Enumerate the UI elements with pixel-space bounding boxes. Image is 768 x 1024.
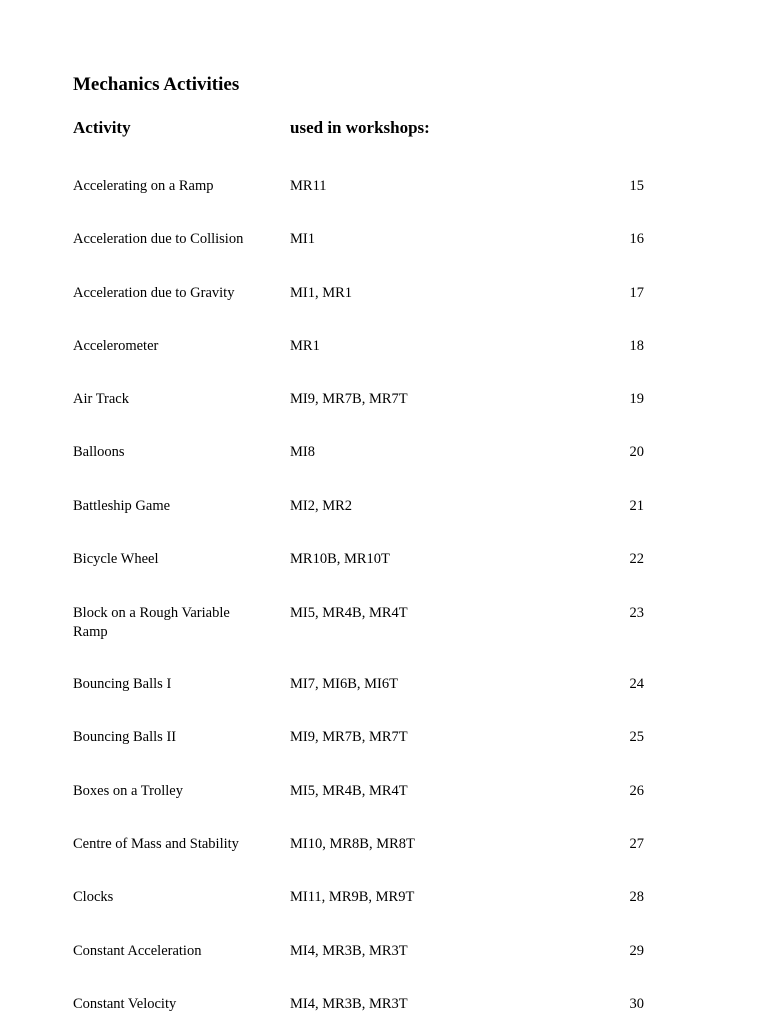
page-title: Mechanics Activities <box>73 74 240 95</box>
workshop-codes: MI9, MR7B, MR7T <box>290 391 408 407</box>
workshop-codes: MI10, MR8B, MR8T <box>290 836 415 852</box>
page-number: 27 <box>629 836 644 852</box>
page-number: 28 <box>629 889 644 905</box>
workshop-codes: MI5, MR4B, MR4T <box>290 783 408 799</box>
page-number: 25 <box>629 729 644 745</box>
activity-name: Accelerating on a Ramp <box>73 178 214 194</box>
workshop-codes: MI11, MR9B, MR9T <box>290 889 415 905</box>
workshop-codes: MI9, MR7B, MR7T <box>290 729 408 745</box>
page-number: 19 <box>629 391 644 407</box>
page-number: 23 <box>629 605 644 621</box>
workshop-codes: MI1, MR1 <box>290 285 353 301</box>
page-number: 18 <box>629 338 644 354</box>
workshop-codes: MI1 <box>290 231 315 247</box>
page-number: 15 <box>629 178 644 194</box>
activity-name: Bicycle Wheel <box>73 551 159 567</box>
activity-name: Air Track <box>73 391 129 407</box>
column-header-workshops: used in workshops: <box>290 118 430 137</box>
workshop-codes: MR1 <box>290 338 320 354</box>
activity-name: Bouncing Balls I <box>73 676 172 692</box>
workshop-codes: MR11 <box>290 178 327 194</box>
workshop-codes: MI5, MR4B, MR4T <box>290 605 408 621</box>
workshop-codes: MI7, MI6B, MI6T <box>290 676 398 692</box>
activity-name: Boxes on a Trolley <box>73 783 183 799</box>
activity-name: Centre of Mass and Stability <box>73 836 239 852</box>
activity-name: Constant Velocity <box>73 996 177 1012</box>
page-number: 17 <box>629 285 644 301</box>
page-number: 30 <box>629 996 644 1012</box>
column-header-activity: Activity <box>73 118 131 137</box>
workshop-codes: MI4, MR3B, MR3T <box>290 996 408 1012</box>
workshop-codes: MI2, MR2 <box>290 498 353 514</box>
workshop-codes: MR10B, MR10T <box>290 551 390 567</box>
activity-name: Bouncing Balls II <box>73 729 177 745</box>
activity-name: Battleship Game <box>73 498 171 514</box>
activity-name: Constant Acceleration <box>73 943 202 959</box>
activity-name: Block on a Rough Variable Ramp <box>73 605 230 640</box>
workshop-codes: MI4, MR3B, MR3T <box>290 943 408 959</box>
page-number: 20 <box>629 444 644 460</box>
page-number: 22 <box>629 551 644 567</box>
page-number: 21 <box>629 498 644 514</box>
page-number: 16 <box>629 231 644 247</box>
activity-name: Accelerometer <box>73 338 159 354</box>
page-number: 29 <box>629 943 644 959</box>
activity-name: Acceleration due to Gravity <box>73 285 235 301</box>
activity-name: Clocks <box>73 889 114 905</box>
activity-name: Acceleration due to Collision <box>73 231 244 247</box>
page-number: 26 <box>629 783 644 799</box>
page-number: 24 <box>629 676 644 692</box>
workshop-codes: MI8 <box>290 444 315 460</box>
activity-name: Balloons <box>73 444 125 460</box>
